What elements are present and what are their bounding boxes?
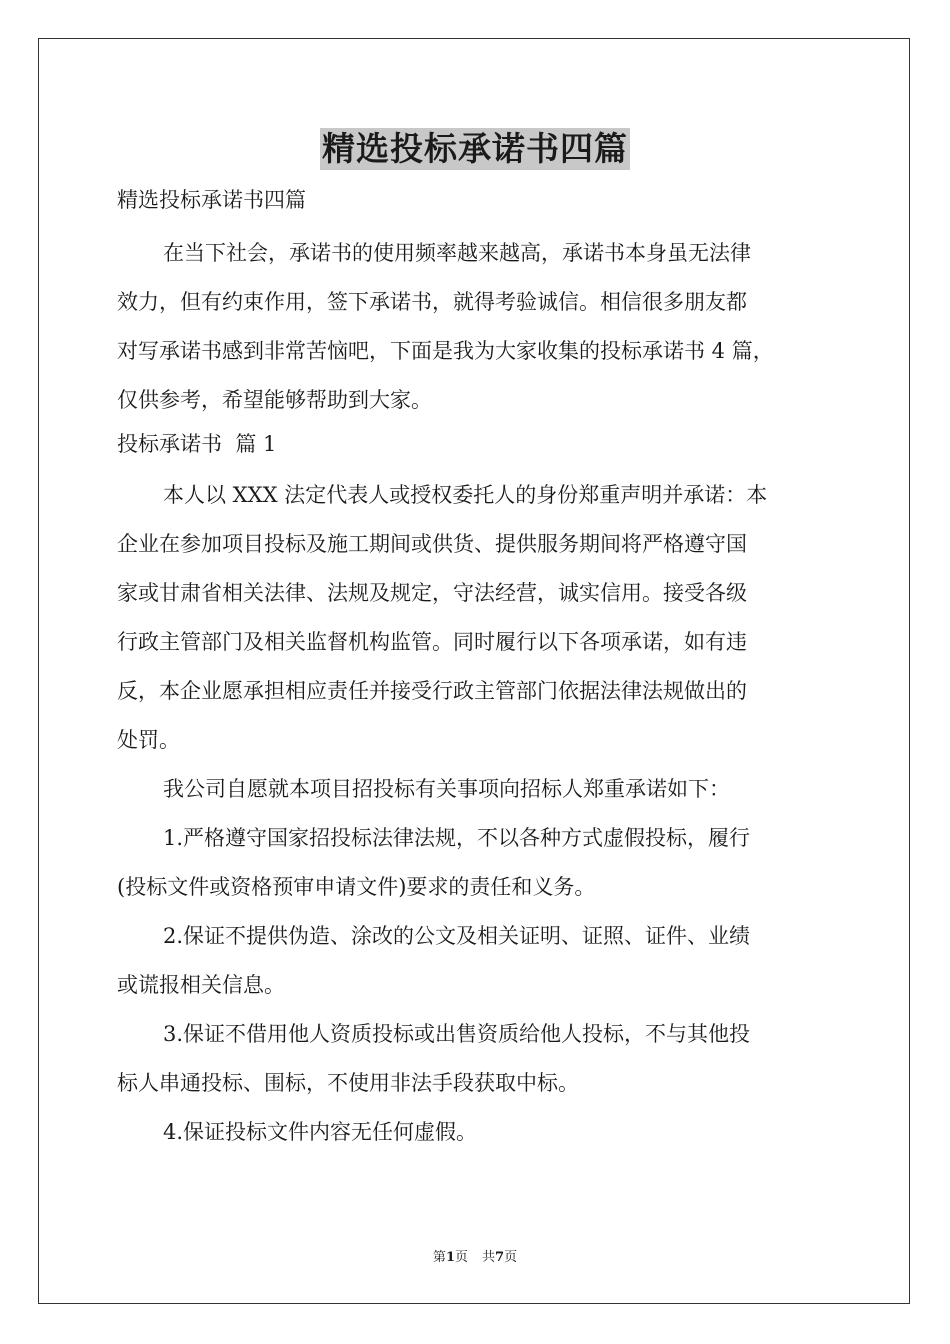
paragraph-line: 本人以 XXX 法定代表人或授权委托人的身份郑重声明并承诺：本 — [163, 483, 768, 507]
title-container — [0, 128, 950, 170]
total-prefix: 共 — [482, 1250, 496, 1265]
document-body — [117, 185, 835, 1157]
page-prefix: 第 — [432, 1250, 446, 1265]
document-title: 精选投标承诺书四篇 — [322, 129, 628, 168]
paragraph-line: 对写承诺书感到非常苦恼吧，下面是我为大家收集的投标承诺书 4 篇， — [117, 339, 774, 363]
intro-paragraph — [117, 229, 835, 425]
paragraph-line: 反，本企业愿承担相应责任并接受行政主管部门依据法律法规做出的 — [117, 679, 747, 703]
total-unit: 页 — [504, 1250, 518, 1265]
paragraph-line: 家或甘肃省相关法律、法规及规定，守法经营，诚实信用。接受各级 — [117, 581, 747, 605]
paragraph-line: 我公司自愿就本项目招投标有关事项向招标人郑重承诺如下： — [163, 777, 730, 801]
paragraph-line: 处罚。 — [117, 728, 180, 752]
pledge-item-3 — [117, 1010, 835, 1108]
paragraph-line: 或谎报相关信息。 — [117, 973, 285, 997]
pledge-item-4 — [117, 1108, 835, 1157]
paragraph-line: 3.保证不借用他人资质投标或出售资质给他人投标，不与其他投 — [163, 1022, 751, 1046]
paragraph-line: 标人串通投标、围标，不使用非法手段获取中标。 — [117, 1071, 579, 1095]
total-pages: 7 — [495, 1250, 505, 1265]
paragraph-line: 行政主管部门及相关监督机构监管。同时履行以下各项承诺，如有违 — [117, 630, 747, 654]
pledge-intro-paragraph — [117, 765, 835, 814]
page-footer — [0, 1246, 950, 1265]
commitment-paragraph — [117, 471, 835, 765]
page-number: 1 — [445, 1250, 455, 1265]
paragraph-line: 仅供参考，希望能够帮助到大家。 — [117, 388, 432, 412]
paragraph-line: 2.保证不提供伪造、涂改的公文及相关证明、证照、证件、业绩 — [163, 924, 751, 948]
pledge-item-2 — [117, 912, 835, 1010]
paragraph-line: (投标文件或资格预审申请文件)要求的责任和义务。 — [117, 875, 596, 899]
paragraph-line: 4.保证投标文件内容无任何虚假。 — [163, 1120, 478, 1144]
paragraph-line: 效力，但有约束作用，签下承诺书，就得考验诚信。相信很多朋友都 — [117, 290, 747, 314]
paragraph-line: 企业在参加项目投标及施工期间或供货、提供服务期间将严格遵守国 — [117, 532, 747, 556]
page-unit: 页 — [454, 1250, 468, 1265]
pledge-item-1 — [117, 814, 835, 912]
paragraph-line: 在当下社会，承诺书的使用频率越来越高，承诺书本身虽无法律 — [163, 241, 751, 265]
paragraph-line: 1.严格遵守国家招投标法律法规，不以各种方式虚假投标，履行 — [163, 826, 751, 850]
section-heading: 投标承诺书 篇 1 — [117, 432, 277, 456]
document-subtitle: 精选投标承诺书四篇 — [117, 188, 306, 212]
